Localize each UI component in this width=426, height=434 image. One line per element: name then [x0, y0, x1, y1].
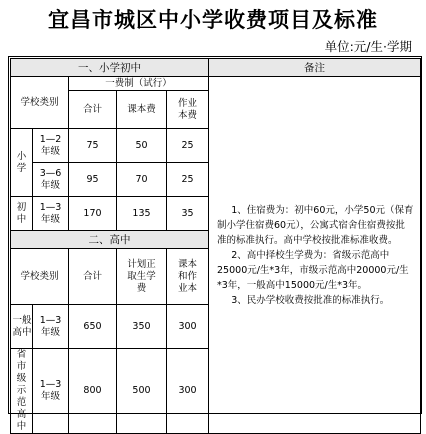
book-cell: 50 [117, 129, 167, 163]
remark-3: 3、民办学校收费按批准的标准执行。 [231, 294, 390, 306]
section2-header: 二、高中 [11, 231, 209, 249]
homework-cell: 25 [167, 163, 209, 197]
total-cell: 75 [69, 129, 117, 163]
col-book-2: 课本和作业本 [167, 249, 209, 305]
remark-header: 备注 [209, 59, 421, 77]
grade-cell: 1—3年级 [33, 197, 69, 231]
grade-cell: 3—6年级 [33, 163, 69, 197]
homework-cell: 25 [167, 129, 209, 163]
school-type-header-1: 学校类别 [11, 77, 69, 129]
group-primary: 小学 [11, 129, 33, 197]
tuition-cell: 350 [117, 305, 167, 349]
book-cell: 135 [117, 197, 167, 231]
page-title: 宜昌市城区中小学收费项目及标准 [48, 8, 378, 32]
grade-cell: 1—3年级 [33, 305, 69, 349]
book-cell: 300 [167, 305, 209, 349]
tuition-cell: 500 [117, 349, 167, 434]
group-junior: 初中 [11, 197, 33, 231]
col-total-2: 合计 [69, 249, 117, 305]
school-type-header-2: 学校类别 [11, 249, 69, 305]
total-cell: 170 [69, 197, 117, 231]
total-cell: 800 [69, 349, 117, 434]
remarks-cell [209, 77, 421, 434]
school-general: 一般高中 [11, 305, 33, 349]
grade-cell: 1—2年级 [33, 129, 69, 163]
school-model: 省市级示范高中 [11, 349, 33, 434]
col-tuition-2: 计划正取生学费 [117, 249, 167, 305]
book-cell: 70 [117, 163, 167, 197]
total-cell: 95 [69, 163, 117, 197]
total-cell: 650 [69, 305, 117, 349]
col-book-1: 课本费 [117, 91, 167, 129]
section1-header: 一、小学初中 [11, 59, 209, 77]
unit-label: 单位:元/生·学期 [324, 39, 412, 54]
book-cell: 300 [167, 349, 209, 434]
fee-system-header: 一费制（试行） [69, 77, 209, 91]
homework-cell: 35 [167, 197, 209, 231]
remark-1: 1、住宿费为：初中60元，小学50元（保育制小学住宿费60元），公寓式宿舍住宿费按批准的标准执行。高中学校按批准标准收费。 [217, 204, 414, 246]
remark-2: 2、高中择校生学费为：省级示范高中25000元/生*3年，市级示范高中20000元/生*3年，一般高中15000元/生*3年。 [217, 249, 409, 291]
col-homework-1: 作业本费 [167, 91, 209, 129]
fee-table [10, 58, 421, 434]
grade-cell: 1—3年级 [33, 349, 69, 434]
col-total-1: 合计 [69, 91, 117, 129]
